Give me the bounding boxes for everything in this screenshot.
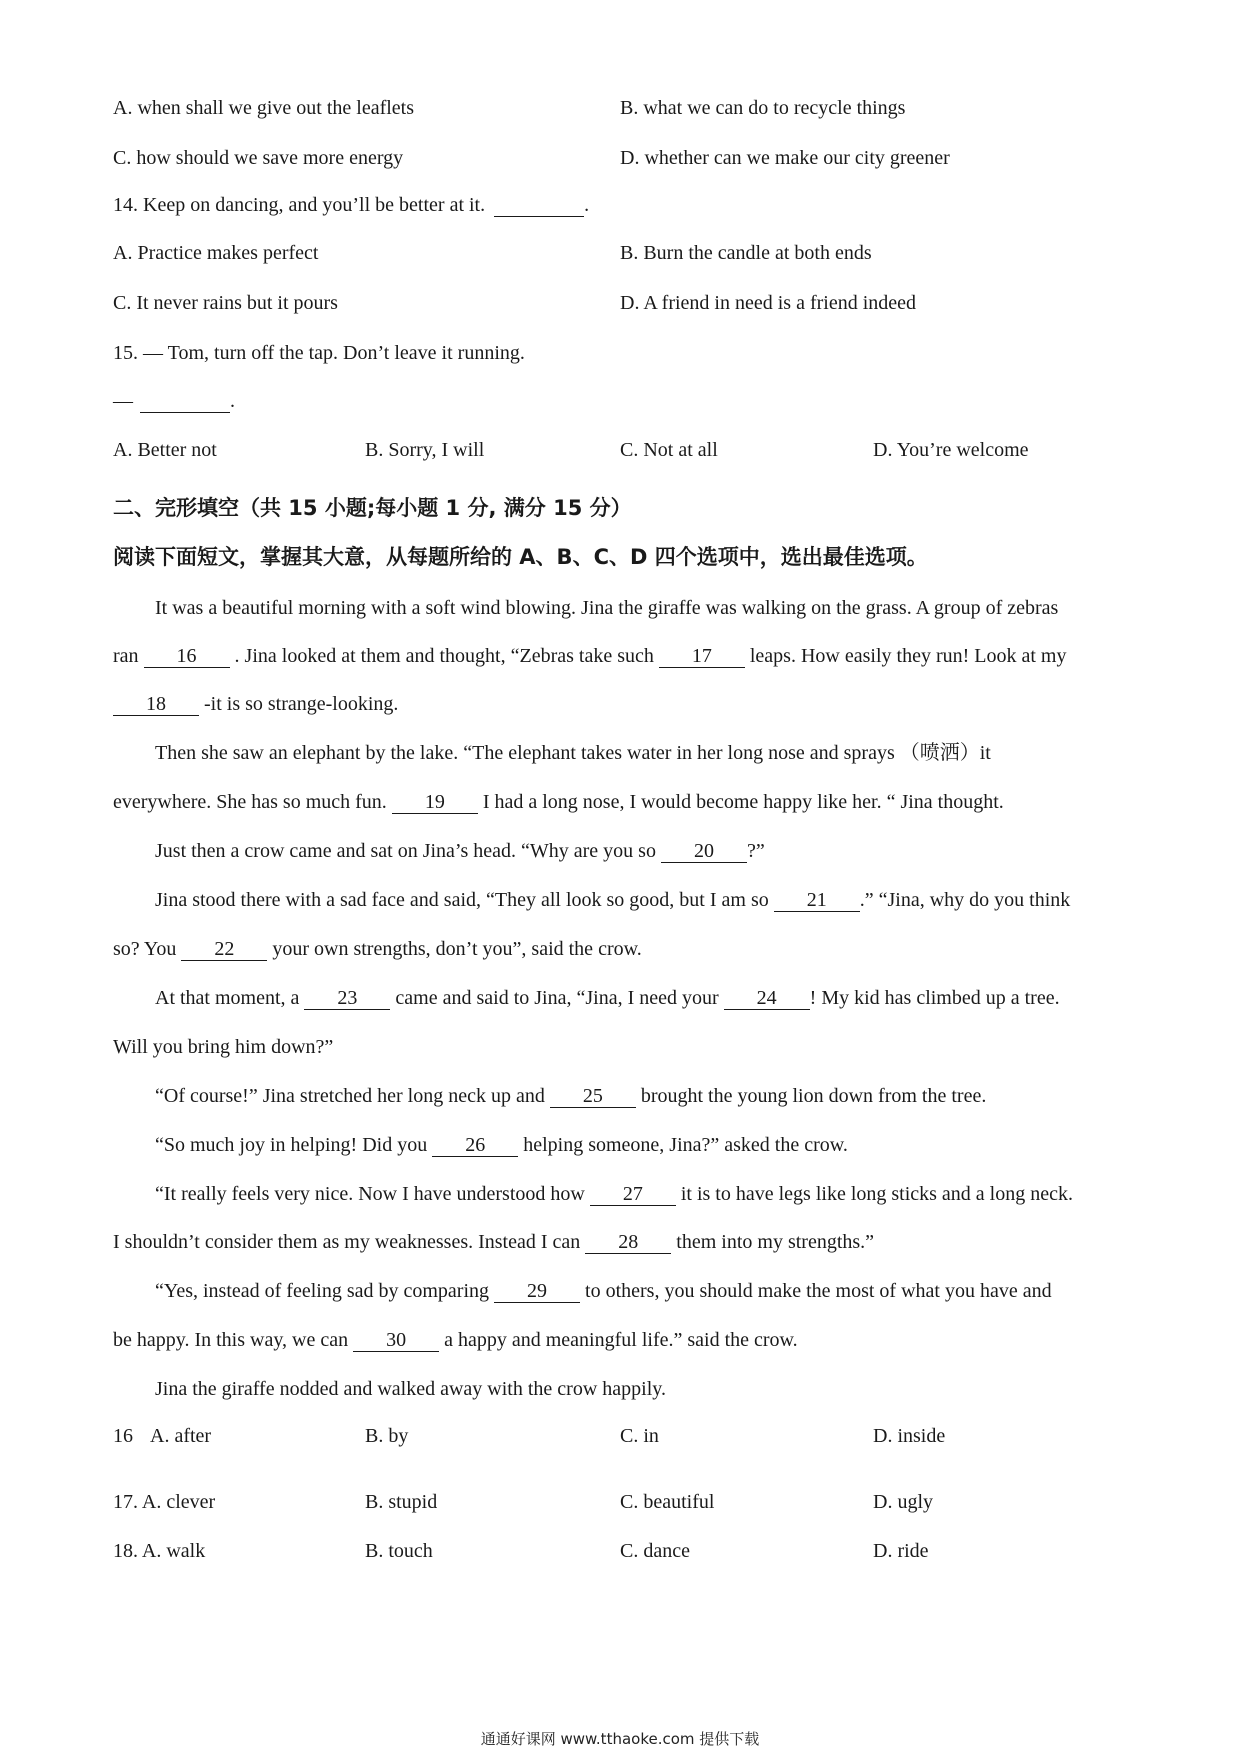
q17-option-b: B. stupid — [365, 1491, 438, 1513]
passage-text: brought the young lion down from the tree. — [640, 1085, 987, 1107]
passage-line-7 — [155, 887, 1070, 913]
q14-stem-text: 14. Keep on dancing, and you’ll be better at it. — [113, 194, 486, 216]
section-instruction: 阅读下面短文，掌握其大意，从每题所给的 A、B、C、D 四个选项中，选出最佳选项。 — [113, 545, 928, 569]
passage-text: so? You — [113, 938, 177, 960]
q17-option-c: C. beautiful — [620, 1491, 715, 1513]
passage-text: be happy. In this way, we can — [113, 1329, 349, 1351]
passage-text: a happy and meaningful life.” said the crow. — [444, 1329, 798, 1351]
passage-text: .” “Jina, why do you think — [859, 889, 1071, 911]
blank-24: 24 — [724, 987, 810, 1010]
q15-blank — [140, 390, 230, 413]
blank-29: 29 — [494, 1280, 580, 1303]
passage-text: ?” — [746, 840, 765, 862]
passage-text: them into my strengths.” — [676, 1231, 875, 1253]
q18-option-d: D. ride — [873, 1540, 929, 1562]
passage-line-2 — [113, 643, 1066, 669]
passage-text: Jina stood there with a sad face and said, “They all look so good, but I am so — [155, 889, 769, 911]
passage-line-9 — [155, 985, 1060, 1011]
blank-28: 28 — [585, 1231, 671, 1254]
blank-27: 27 — [590, 1183, 676, 1206]
passage-line-6 — [155, 838, 765, 864]
page-footer: 通通好课网 www.tthaoke.com 提供下载 — [480, 1730, 760, 1748]
blank-21: 21 — [774, 889, 860, 912]
passage-text: your own strengths, don’t you”, said the crow. — [272, 938, 642, 960]
blank-16: 16 — [144, 645, 230, 668]
passage-line-3 — [113, 691, 398, 717]
q16-number: 16 — [113, 1425, 133, 1447]
blank-17: 17 — [659, 645, 745, 668]
passage-line-13 — [155, 1181, 1073, 1207]
q15-stem: 15. — Tom, turn off the tap. Don’t leave it running. — [113, 342, 525, 364]
q13-option-a: A. when shall we give out the leaflets — [113, 97, 415, 119]
passage-line-17: Jina the giraffe nodded and walked away with the crow happily. — [155, 1378, 666, 1400]
blank-30: 30 — [353, 1329, 439, 1352]
passage-text: it is to have legs like long sticks and a long neck. — [680, 1183, 1073, 1205]
passage-text: “It really feels very nice. Now I have understood how — [155, 1183, 585, 1205]
passage-line-8 — [113, 936, 642, 962]
passage-text: to others, you should make the most of what you have and — [585, 1280, 1052, 1302]
q17-option-a: 17. A. clever — [113, 1491, 216, 1513]
passage-line-10: Will you bring him down?” — [113, 1036, 334, 1058]
passage-text: everywhere. She has so much fun. — [113, 791, 387, 813]
passage-line-5 — [113, 789, 1004, 815]
passage-line-12 — [155, 1132, 848, 1158]
blank-22: 22 — [181, 938, 267, 961]
q16-option-c: C. in — [620, 1425, 659, 1447]
q15-option-b: B. Sorry, I will — [365, 439, 485, 461]
passage-text: leaps. How easily they run! Look at my — [749, 645, 1067, 667]
blank-18: 18 — [113, 693, 199, 716]
q18-option-b: B. touch — [365, 1540, 433, 1562]
q14-option-d: D. A friend in need is a friend indeed — [620, 292, 917, 314]
q13-option-b: B. what we can do to recycle things — [620, 97, 906, 119]
q16-option-b: B. by — [365, 1425, 409, 1447]
passage-text: ran — [113, 645, 139, 667]
passage-line-11 — [155, 1083, 986, 1109]
q15-option-a: A. Better not — [113, 439, 217, 461]
q18-option-c: C. dance — [620, 1540, 690, 1562]
q14-stem — [113, 192, 589, 218]
q13-option-c: C. how should we save more energy — [113, 147, 404, 169]
passage-text: “Yes, instead of feeling sad by comparing — [155, 1280, 490, 1302]
q14-option-c: C. It never rains but it pours — [113, 292, 338, 314]
passage-text: I shouldn’t consider them as my weaknesses. Instead I can — [113, 1231, 581, 1253]
passage-text: Just then a crow came and sat on Jina’s head. “Why are you so — [155, 840, 656, 862]
blank-20: 20 — [661, 840, 747, 863]
passage-line-4: Then she saw an elephant by the lake. “The elephant takes water in her long nose and sprays （喷洒）it — [155, 742, 991, 764]
passage-text: “So much joy in helping! Did you — [155, 1134, 428, 1156]
passage-text: helping someone, Jina?” asked the crow. — [523, 1134, 848, 1156]
passage-text: . Jina looked at them and thought, “Zebras take such — [234, 645, 654, 667]
q15-option-d: D. You’re welcome — [873, 439, 1029, 461]
q16-option-d: D. inside — [873, 1425, 946, 1447]
passage-line-14 — [113, 1229, 874, 1255]
passage-text: At that moment, a — [155, 987, 300, 1009]
passage-text: -it is so strange-looking. — [204, 693, 399, 715]
q14-blank — [494, 194, 584, 217]
q14-option-b: B. Burn the candle at both ends — [620, 242, 872, 264]
q14-period: . — [584, 194, 590, 216]
q14-option-a: A. Practice makes perfect — [113, 242, 319, 264]
passage-text: ! My kid has climbed up a tree. — [809, 987, 1060, 1009]
q17-option-d: D. ugly — [873, 1491, 933, 1513]
blank-25: 25 — [550, 1085, 636, 1108]
passage-text: I had a long nose, I would become happy like her. “ Jina thought. — [482, 791, 1004, 813]
blank-23: 23 — [304, 987, 390, 1010]
passage-line-1: It was a beautiful morning with a soft wind blowing. Jina the giraffe was walking on the grass. A group of zebras — [155, 597, 1059, 619]
blank-26: 26 — [432, 1134, 518, 1157]
q15-option-c: C. Not at all — [620, 439, 718, 461]
q18-option-a: 18. A. walk — [113, 1540, 206, 1562]
q15-period: . — [230, 390, 235, 412]
q15-reply — [113, 388, 235, 414]
section-heading: 二、完形填空（共 15 小题;每小题 1 分, 满分 15 分） — [113, 496, 632, 520]
blank-19: 19 — [392, 791, 478, 814]
q15-dash: — — [113, 390, 133, 412]
q16-option-a: A. after — [150, 1425, 212, 1447]
passage-text: came and said to Jina, “Jina, I need your — [395, 987, 719, 1009]
passage-line-16 — [113, 1327, 798, 1353]
passage-line-15 — [155, 1278, 1052, 1304]
passage-text: “Of course!” Jina stretched her long neck up and — [155, 1085, 545, 1107]
q13-option-d: D. whether can we make our city greener — [620, 147, 950, 169]
